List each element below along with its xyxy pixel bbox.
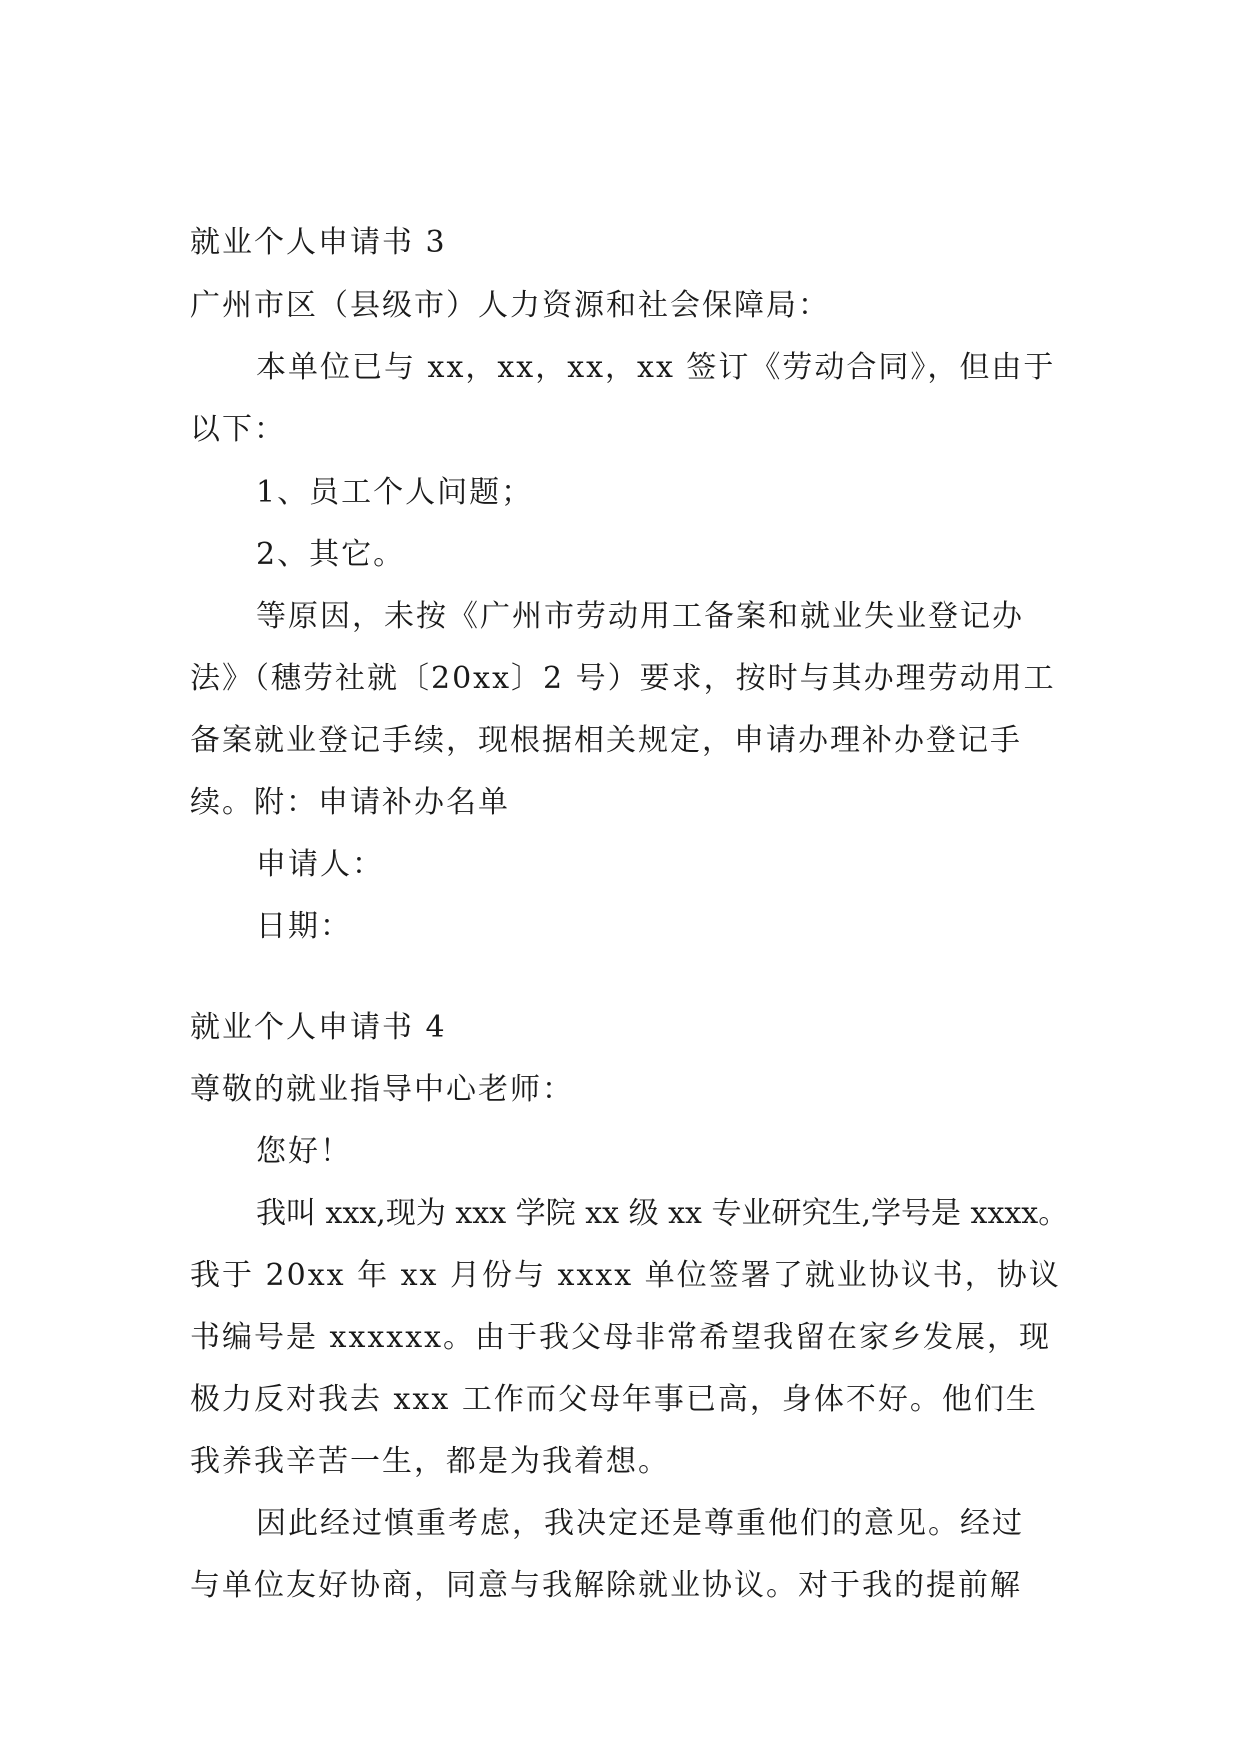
section-4-paragraph-1-line-1: 我叫 xxx,现为 xxx 学院 xx 级 xx 专业研究生,学号是 xxxx。: [256, 1196, 1069, 1231]
section-4-paragraph-2-line-2: 与单位友好协商，同意与我解除就业协议。对于我的提前解: [190, 1568, 1022, 1603]
section-4-paragraph-1-line-4: 极力反对我去 xxx 工作而父母年事已高，身体不好。他们生: [190, 1382, 1038, 1417]
section-3-date-label: 日期：: [256, 909, 352, 944]
section-3-applicant-label: 申请人：: [256, 847, 384, 882]
section-3-paragraph-2-line-4: 续。附：申请补办名单: [190, 785, 510, 820]
section-3-paragraph-1-line-1: 本单位已与 xx，xx，xx，xx 签订《劳动合同》，但由于: [256, 350, 1056, 385]
section-3-paragraph-1-line-2: 以下：: [190, 412, 286, 447]
section-3-title: 就业个人申请书 3: [190, 225, 447, 260]
section-4-paragraph-2-line-1: 因此经过慎重考虑，我决定还是尊重他们的意见。经过: [256, 1506, 1024, 1541]
section-3-paragraph-2-line-2: 法》（穗劳社就〔20xx〕2 号）要求，按时与其办理劳动用工: [190, 661, 1056, 696]
section-4-paragraph-1-line-5: 我养我辛苦一生，都是为我着想。: [190, 1444, 670, 1479]
section-3-paragraph-2-line-3: 备案就业登记手续，现根据相关规定，申请办理补办登记手: [190, 723, 1022, 758]
section-4-paragraph-1-line-3: 书编号是 xxxxxx。由于我父母非常希望我留在家乡发展，现: [190, 1320, 1052, 1355]
section-4-addressee: 尊敬的就业指导中心老师：: [190, 1072, 574, 1107]
section-4-greeting: 您好！: [256, 1134, 352, 1169]
section-4-title: 就业个人申请书 4: [190, 1010, 447, 1045]
section-3-paragraph-2-line-1: 等原因，未按《广州市劳动用工备案和就业失业登记办: [256, 599, 1024, 634]
section-3-addressee: 广州市区（县级市）人力资源和社会保障局：: [190, 288, 830, 323]
section-4-paragraph-1-line-2: 我于 20xx 年 xx 月份与 xxxx 单位签署了就业协议书，协议: [190, 1258, 1061, 1293]
section-3-list-item-1: 1、员工个人问题；: [256, 475, 534, 510]
section-3-list-item-2: 2、其它。: [256, 537, 406, 572]
